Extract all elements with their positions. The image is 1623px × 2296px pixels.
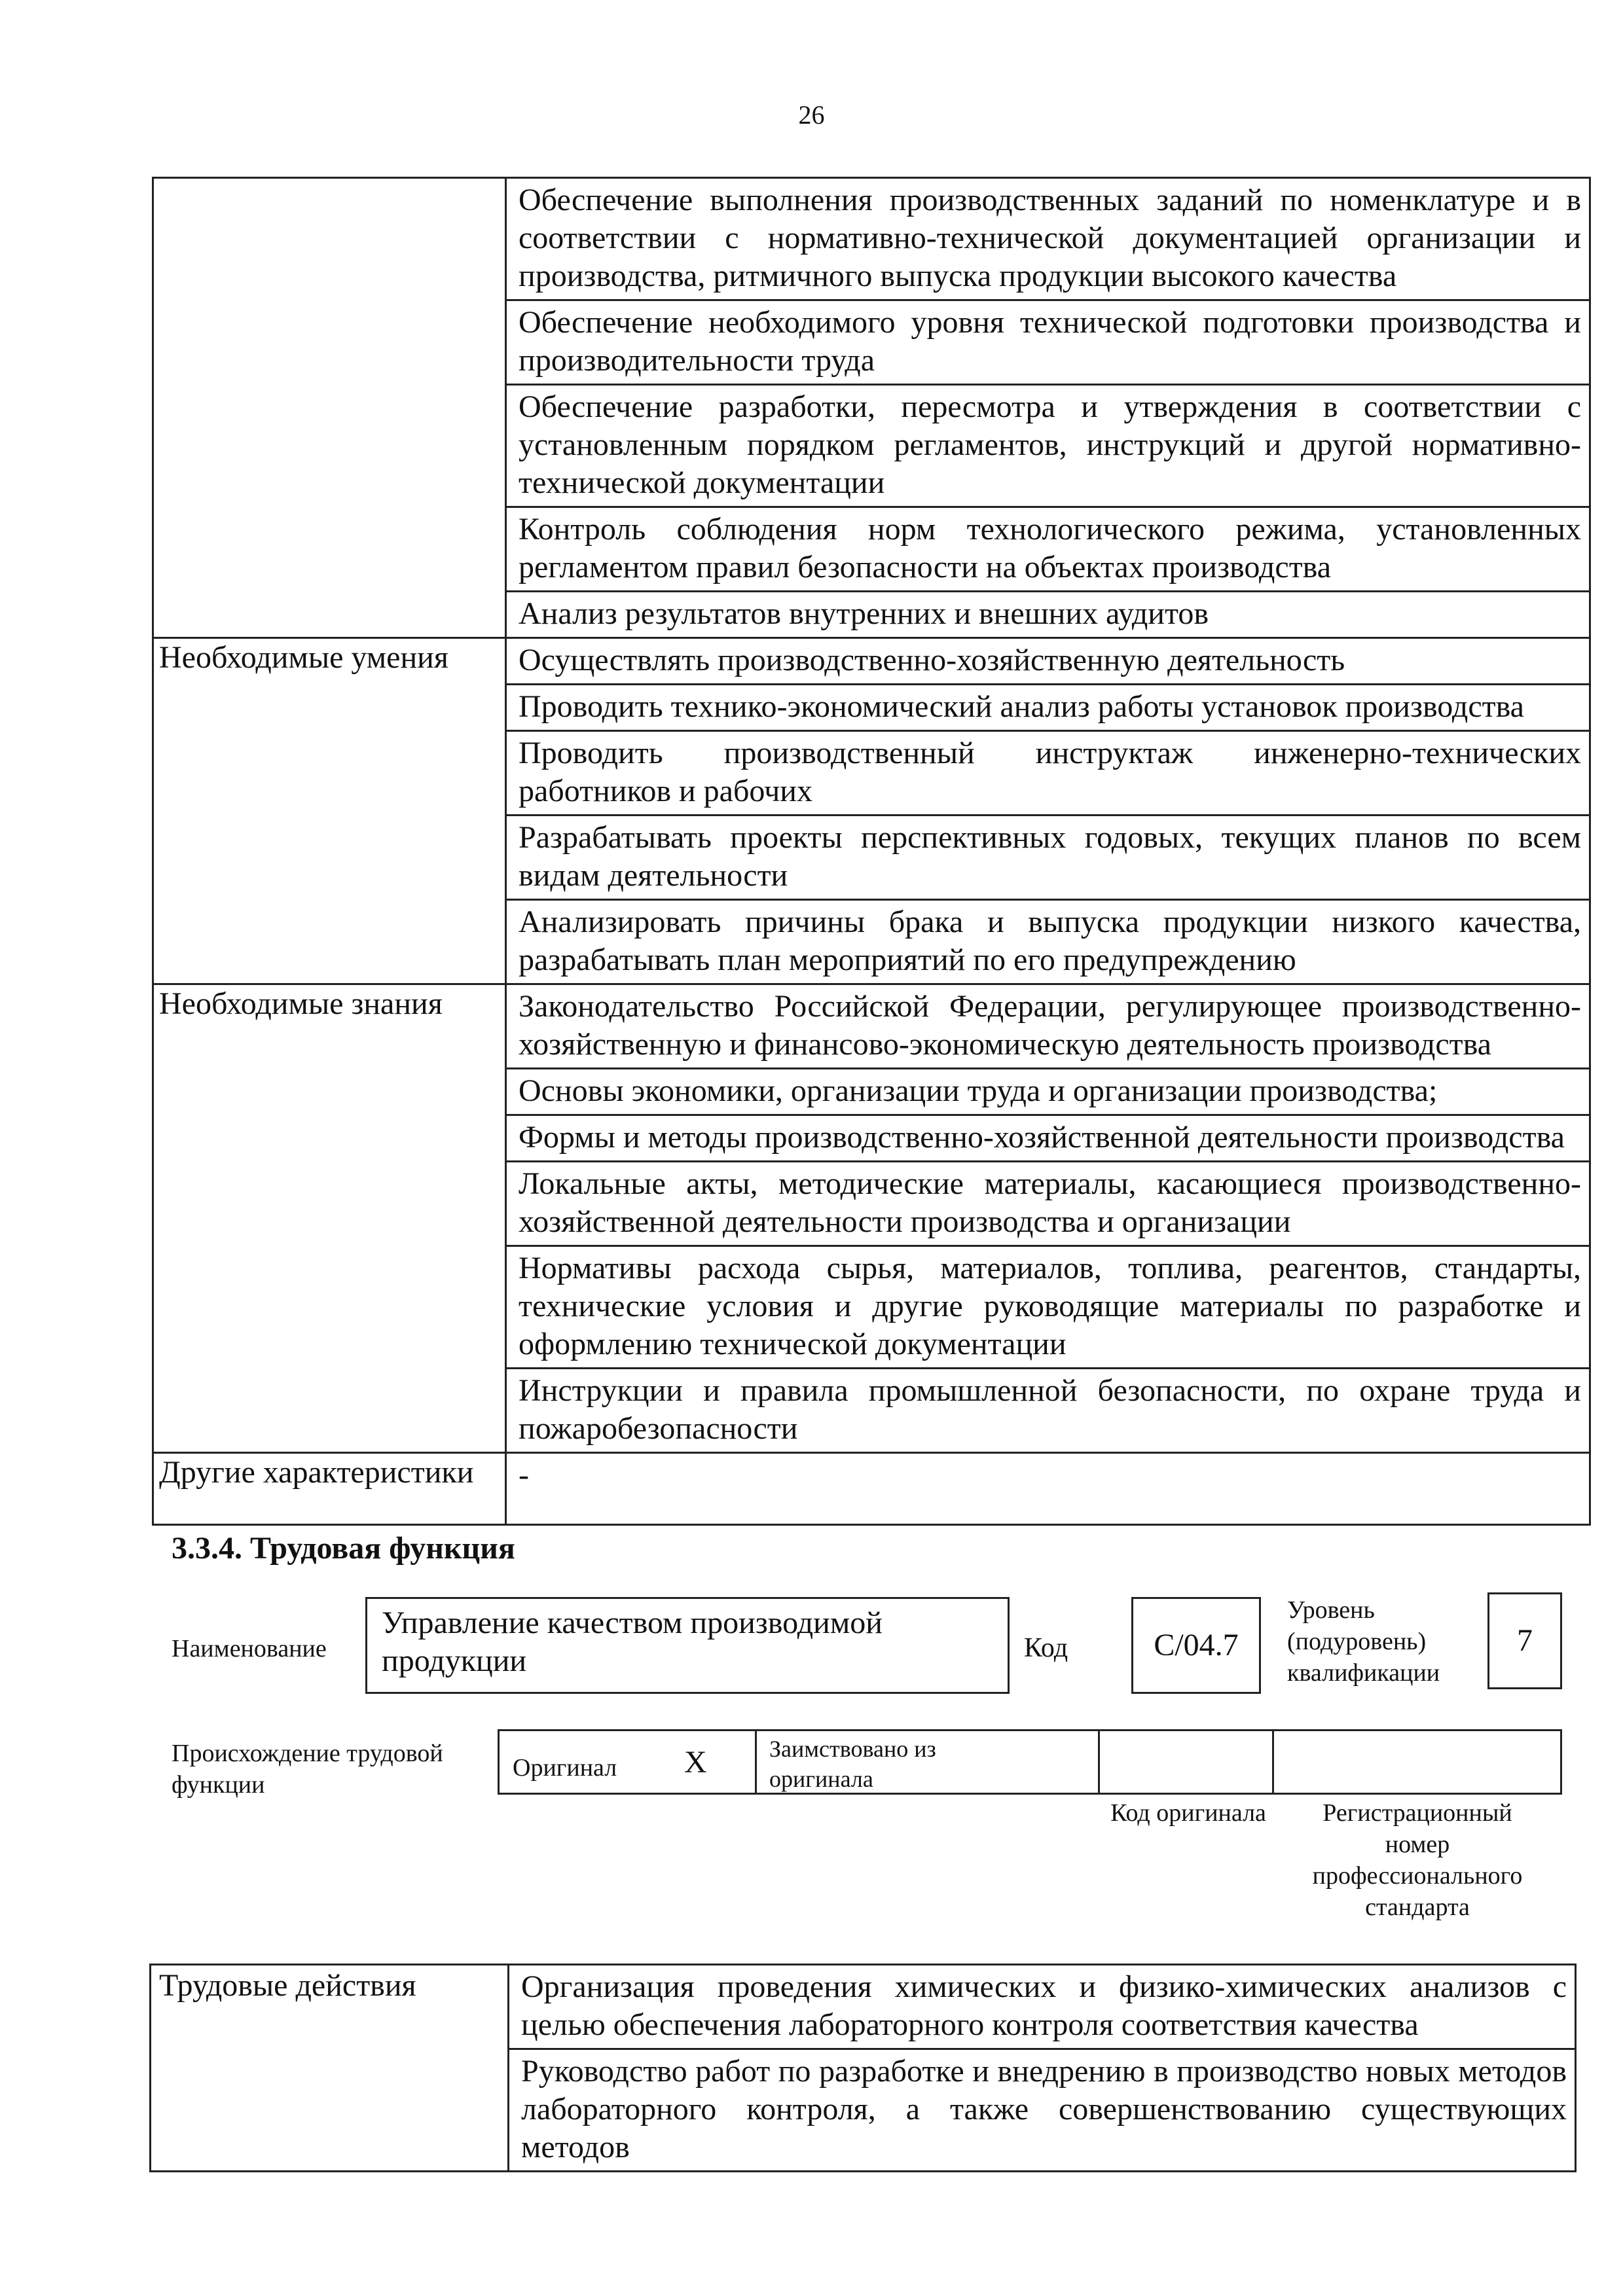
original-label: Оригинал	[513, 1754, 617, 1782]
page-number: 26	[798, 100, 825, 130]
table-cell: Обеспечение выполнения производственных заданий по номенклатуре и в соответствии с нормативно-технической документацией организации и производства, ритмичного выпуска продукции высокого качества	[506, 178, 1590, 300]
section-heading: 3.3.4. Трудовая функция	[172, 1531, 515, 1566]
level-value: 7	[1517, 1623, 1533, 1658]
table-cell: Разрабатывать проекты перспективных годовых, текущих планов по всем видам деятельности	[506, 816, 1590, 900]
origin-box	[498, 1729, 1562, 1795]
table-cell: Контроль соблюдения норм технологического режима, установленных регламентом правил безопасности на объектах производства	[506, 507, 1590, 592]
table-cell: Обеспечение разработки, пересмотра и утверждения в соответствии с установленным порядком регламентов, инструкций и другой нормативно-технической документации	[506, 385, 1590, 507]
code-value-box	[1131, 1597, 1261, 1694]
table-row	[153, 1453, 1590, 1525]
table-cell: Осуществлять производственно-хозяйственную деятельность	[506, 638, 1590, 685]
table-cell: Нормативы расхода сырья, материалов, топлива, реагентов, стандарты, технические условия и другие руководящие материалы по разработке и оформлению технической документации	[506, 1246, 1590, 1369]
divider	[1272, 1731, 1274, 1793]
table-row	[151, 1965, 1576, 2049]
name-value-box	[365, 1597, 1010, 1694]
labor-actions-table	[149, 1964, 1577, 2172]
code-original-caption: Код оригинала	[1110, 1799, 1266, 1827]
table-row	[153, 984, 1590, 1069]
divider	[1098, 1731, 1100, 1793]
table-cell: Организация проведения химических и физико-химических анализов с целью обеспечения лабораторного контроля соответствия качества	[509, 1965, 1576, 2049]
name-label: Наименование	[172, 1635, 327, 1662]
original-mark: X	[684, 1745, 707, 1780]
table-cell: Законодательство Российской Федерации, регулирующее производственно-хозяйственную и финансово-экономическую деятельность производства	[506, 984, 1590, 1069]
reg-number-caption: Регистрационный номер профессионального стандарта	[1312, 1799, 1523, 1921]
name-value: Управление качеством производимой продукции	[382, 1605, 883, 1678]
level-label: Уровень (подуровень) квалификации	[1287, 1596, 1440, 1687]
borrowed-label: Заимствовано из оригинала	[769, 1736, 936, 1792]
table-cell: Проводить технико-экономический анализ работы установок производства	[506, 685, 1590, 731]
row-label-other: Другие характеристики	[153, 1453, 506, 1525]
table-cell: Обеспечение необходимого уровня технической подготовки производства и производительности труда	[506, 300, 1590, 385]
table-cell: Формы и методы производственно-хозяйственной деятельности производства	[506, 1115, 1590, 1162]
table-cell: -	[506, 1453, 1590, 1525]
code-value: C/04.7	[1154, 1628, 1239, 1662]
row-label-knowledge: Необходимые знания	[153, 984, 506, 1453]
table-row	[153, 638, 1590, 685]
code-label: Код	[1024, 1633, 1068, 1663]
row-label-actions: Трудовые действия	[151, 1965, 509, 2172]
table-cell: Локальные акты, методические материалы, касающиеся производственно-хозяйственной деятельности производства и организации	[506, 1162, 1590, 1246]
table-cell: Анализировать причины брака и выпуска продукции низкого качества, разрабатывать план мероприятий по его предупреждению	[506, 900, 1590, 984]
level-value-box	[1487, 1592, 1562, 1689]
table-row	[153, 178, 1590, 300]
table-cell: Руководство работ по разработке и внедрению в производство новых методов лабораторного контроля, а также совершенствованию существующих методов	[509, 2049, 1576, 2172]
table-cell: Инструкции и правила промышленной безопасности, по охране труда и пожаробезопасности	[506, 1369, 1590, 1453]
table-cell: Анализ результатов внутренних и внешних аудитов	[506, 592, 1590, 638]
requirements-table	[152, 177, 1591, 1526]
origin-label: Происхождение трудовой функции	[172, 1740, 443, 1799]
table-cell: Основы экономики, организации труда и организации производства;	[506, 1069, 1590, 1115]
row-label-skills: Необходимые умения	[153, 638, 506, 984]
divider	[755, 1731, 757, 1793]
table-cell: Проводить производственный инструктаж инженерно-технических работников и рабочих	[506, 731, 1590, 816]
row-label	[153, 178, 506, 638]
